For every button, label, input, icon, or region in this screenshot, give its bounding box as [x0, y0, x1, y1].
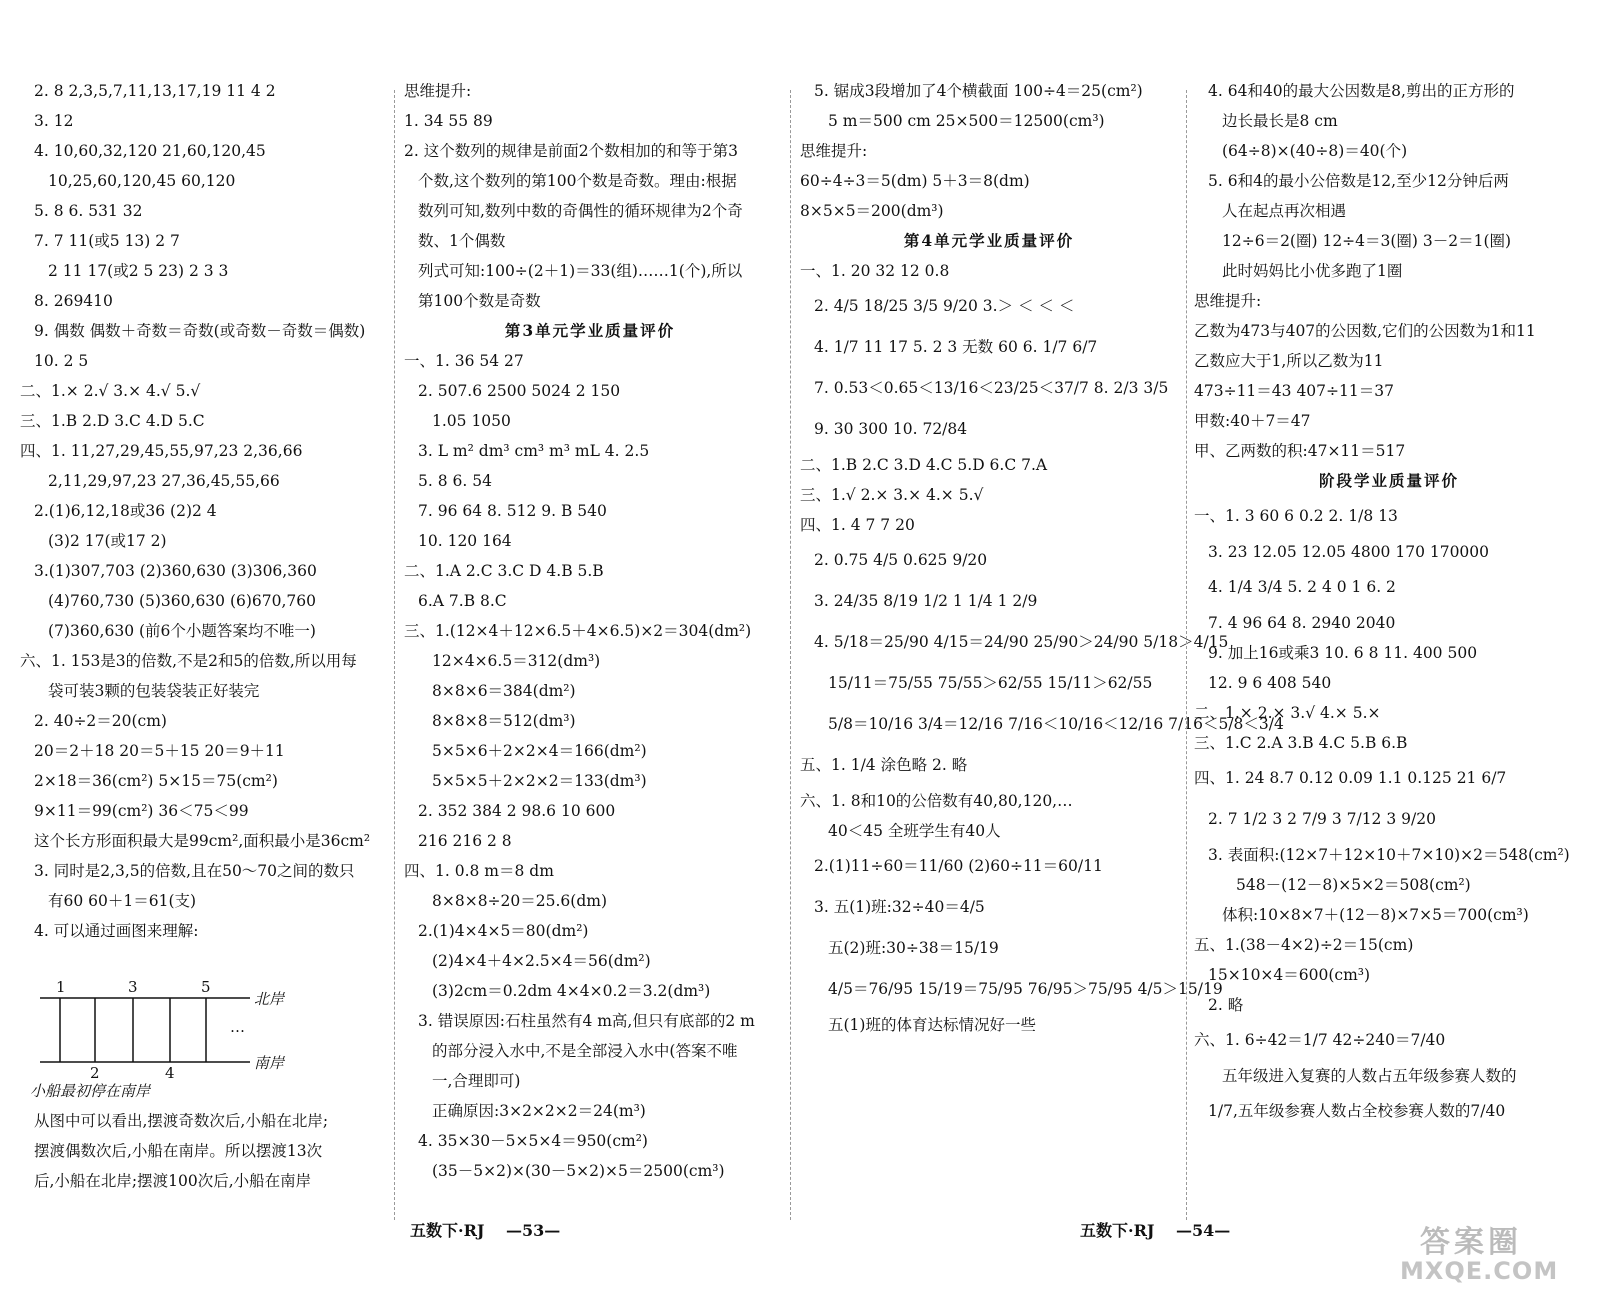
answer-line: 3. 五(1)班:32÷40＝4/5	[814, 898, 985, 916]
answer-line: 思维提升:	[800, 142, 868, 160]
answer-column-4	[1194, 76, 1584, 1132]
diagram-caption: 小船最初停在南岸	[30, 1082, 151, 1100]
answer-line: (4)760,730 (5)360,630 (6)670,760	[48, 592, 317, 610]
answer-line: 8×8×8÷20＝25.6(dm)	[432, 892, 607, 910]
answer-column-1	[20, 76, 388, 946]
answer-line: 第100个数是奇数	[418, 292, 541, 310]
site-watermark	[1400, 1215, 1585, 1285]
answer-line: 四、1. 4 7 7 20	[800, 516, 915, 534]
answer-line: 7. 7 11(或5 13) 2 7	[34, 232, 180, 250]
answer-line: 2.(1)4×4×5＝80(dm²)	[418, 922, 589, 940]
answer-line: 12÷6＝2(圈) 12÷4＝3(圈) 3－2＝1(圈)	[1222, 232, 1512, 250]
answer-line: 8×5×5＝200(dm³)	[800, 202, 944, 220]
answer-line: 4. 1/7 11 17 5. 2 3 无数 60 6. 1/7 6/7	[814, 338, 1098, 356]
answer-line: 40＜45 全班学生有40人	[828, 822, 1001, 840]
answer-line: 5. 锯成3段增加了4个横截面 100÷4＝25(cm²)	[814, 82, 1143, 100]
diagram-top-number: 5	[201, 978, 211, 996]
answer-line: 3. 表面积:(12×7＋12×10＋7×10)×2＝548(cm²)	[1208, 846, 1570, 864]
answer-line: 15×10×4＝600(cm³)	[1208, 966, 1371, 984]
diagram-top-number: 1	[56, 978, 66, 996]
answer-line: 思维提升:	[404, 82, 472, 100]
answer-line: 4. 1/4 3/4 5. 2 4 0 1 6. 2	[1208, 578, 1396, 596]
answer-line: 数列可知,数列中数的奇偶性的循环规律为2个奇	[418, 202, 743, 220]
answer-line: 9×11＝99(cm²) 36＜75＜99	[34, 802, 249, 820]
answer-line: 6.A 7.B 8.C	[418, 592, 507, 610]
answer-line: 六、1. 6÷42＝1/7 42÷240＝7/40	[1194, 1031, 1446, 1049]
answer-line: 548－(12－8)×5×2＝508(cm²)	[1236, 876, 1471, 894]
footer-page-number: —54—	[1176, 1221, 1231, 1240]
ferry-diagram	[20, 980, 320, 1100]
answer-line: 2,11,29,97,23 27,36,45,55,66	[48, 472, 280, 490]
answer-column-1-tail	[20, 1106, 388, 1196]
answer-line: 2.(1)11÷60＝11/60 (2)60÷11＝60/11	[814, 857, 1103, 875]
answer-line: 3. 同时是2,3,5的倍数,且在50～70之间的数只	[34, 862, 355, 880]
answer-line: 2. 8 2,3,5,7,11,13,17,19 11 4 2	[34, 82, 276, 100]
footer-book-label: 五数下·RJ	[1080, 1221, 1155, 1240]
answer-line: 列式可知:100÷(2＋1)＝33(组)……1(个),所以	[418, 262, 743, 280]
answer-line: 3. 23 12.05 12.05 4800 170 170000	[1208, 543, 1490, 561]
answer-line: 这个长方形面积最大是99cm²,面积最小是36cm²	[34, 832, 371, 850]
answer-line: 二、1.B 2.C 3.D 4.C 5.D 6.C 7.A	[800, 456, 1048, 474]
answer-line: 五、1.(38－4×2)÷2＝15(cm)	[1194, 936, 1414, 954]
north-bank-label: 北岸	[254, 990, 285, 1008]
answer-line: 12. 9 6 408 540	[1208, 674, 1332, 692]
diagram-bottom-number: 4	[165, 1064, 175, 1082]
answer-line: 3.(1)307,703 (2)360,630 (3)306,360	[34, 562, 317, 580]
answer-line: 五(1)班的体育达标情况好一些	[828, 1016, 1036, 1034]
answer-line: 473÷11＝43 407÷11＝37	[1194, 382, 1394, 400]
answer-line: 12×4×6.5＝312(dm³)	[432, 652, 601, 670]
column-divider	[1186, 90, 1187, 1220]
answer-line: 2. 0.75 4/5 0.625 9/20	[814, 551, 988, 569]
answer-line: 三、1.B 2.D 3.C 4.D 5.C	[20, 412, 205, 430]
answer-line: 9. 30 300 10. 72/84	[814, 420, 968, 438]
answer-line: 3. 12	[34, 112, 74, 130]
answer-line: (3)2 17(或17 2)	[48, 532, 167, 550]
answer-line: (64÷8)×(40÷8)＝40(个)	[1222, 142, 1408, 160]
column-divider	[394, 90, 395, 1220]
answer-column-2	[404, 76, 776, 1186]
answer-line: 4. 10,60,32,120 21,60,120,45	[34, 142, 266, 160]
answer-line: 9. 偶数 偶数＋奇数＝奇数(或奇数－奇数＝偶数)	[34, 322, 366, 340]
section-heading: 第3单元学业质量评价	[504, 321, 676, 340]
answer-line: 甲数:40＋7＝47	[1194, 412, 1311, 430]
answer-line: 二、1.A 2.C 3.C D 4.B 5.B	[404, 562, 604, 580]
answer-line: 5 m＝500 cm 25×500＝12500(cm³)	[828, 112, 1105, 130]
answer-line: 3. L m² dm³ cm³ m³ mL 4. 2.5	[418, 442, 650, 460]
answer-line: 2. 这个数列的规律是前面2个数相加的和等于第3	[404, 142, 738, 160]
column-divider	[790, 90, 791, 1220]
answer-line: 一,合理即可)	[432, 1072, 521, 1090]
answer-line: 六、1. 153是3的倍数,不是2和5的倍数,所以用每	[20, 652, 357, 670]
answer-line: 10. 2 5	[34, 352, 89, 370]
answer-line: 边长最长是8 cm	[1222, 112, 1338, 130]
answer-line: (7)360,630 (前6个小题答案均不唯一)	[48, 622, 316, 640]
answer-line: 2 11 17(或2 5 23) 2 3 3	[48, 262, 229, 280]
answer-line: 思维提升:	[1194, 292, 1262, 310]
answer-line: (35－5×2)×(30－5×2)×5＝2500(cm³)	[432, 1162, 725, 1180]
answer-line: 20＝2＋18 20＝5＋15 20＝9＋11	[34, 742, 285, 760]
answer-line: 2. 略	[1208, 996, 1244, 1014]
watermark-url: MXQE.COM	[1400, 1257, 1559, 1285]
page-footer-right	[1080, 1218, 1246, 1241]
answer-line: 4. 可以通过画图来理解:	[34, 922, 199, 940]
answer-line: 60÷4÷3＝5(dm) 5＋3＝8(dm)	[800, 172, 1030, 190]
answer-line: 2×18＝36(cm²) 5×15＝75(cm²)	[34, 772, 278, 790]
answer-line: 四、1. 11,27,29,45,55,97,23 2,36,66	[20, 442, 303, 460]
footer-book-label: 五数下·RJ	[410, 1221, 485, 1240]
section-heading: 第4单元学业质量评价	[903, 231, 1075, 250]
answer-line: 15/11＝75/55 75/55＞62/55 15/11＞62/55	[828, 674, 1153, 692]
answer-line: 5×5×6＋2×2×4＝166(dm²)	[432, 742, 647, 760]
south-bank-label: 南岸	[254, 1054, 285, 1072]
answer-line: 2. 4/5 18/25 3/5 9/20 3.＞ ＜ ＜ ＜	[814, 297, 1075, 315]
answer-line: 有60 60＋1＝61(支)	[48, 892, 197, 910]
answer-line: 五(2)班:30÷38＝15/19	[828, 939, 999, 957]
answer-line: 乙数应大于1,所以乙数为11	[1194, 352, 1384, 370]
diagram-top-number: 3	[128, 978, 138, 996]
answer-line: 5/8＝10/16 3/4＝12/16 7/16＜10/16＜12/16 7/16＜5/8＜3/4	[828, 715, 1284, 733]
answer-line: 1.05 1050	[432, 412, 511, 430]
answer-line: 一、1. 3 60 6 0.2 2. 1/8 13	[1194, 507, 1398, 525]
answer-line: 个数,这个数列的第100个数是奇数。理由:根据	[418, 172, 737, 190]
answer-line: 8×8×8＝512(dm³)	[432, 712, 576, 730]
answer-line: 3. 24/35 8/19 1/2 1 1/4 1 2/9	[814, 592, 1038, 610]
footer-page-number: —53—	[506, 1221, 561, 1240]
answer-line: 的部分浸入水中,不是全部浸入水中(答案不唯	[432, 1042, 738, 1060]
answer-line: 2. 507.6 2500 5024 2 150	[418, 382, 621, 400]
answer-line: 后,小船在北岸;摆渡100次后,小船在南岸	[34, 1172, 312, 1190]
answer-line: 10. 120 164	[418, 532, 512, 550]
answer-line: 2. 7 1/2 3 2 7/9 3 7/12 3 9/20	[1208, 810, 1436, 828]
answer-line: 9. 加上16或乘3 10. 6 8 11. 400 500	[1208, 644, 1478, 662]
answer-line: 乙数为473与407的公因数,它们的公因数为1和11	[1194, 322, 1536, 340]
answer-line: 三、1.(12×4＋12×6.5＋4×6.5)×2＝304(dm²)	[404, 622, 752, 640]
answer-line: 三、1.√ 2.× 3.× 4.× 5.√	[800, 486, 984, 504]
answer-line: 1. 34 55 89	[404, 112, 493, 130]
answer-line: 四、1. 0.8 m＝8 dm	[404, 862, 554, 880]
answer-line: 从图中可以看出,摆渡奇数次后,小船在北岸;	[34, 1112, 329, 1130]
diagram-ellipsis: …	[230, 1018, 245, 1036]
answer-line: 216 216 2 8	[418, 832, 512, 850]
answer-line: 甲、乙两数的积:47×11＝517	[1194, 442, 1406, 460]
answer-line: 数、1个偶数	[418, 232, 506, 250]
answer-line: 正确原因:3×2×2×2＝24(m³)	[432, 1102, 646, 1120]
answer-line: 8×8×6＝384(dm²)	[432, 682, 576, 700]
answer-line: 一、1. 20 32 12 0.8	[800, 262, 950, 280]
answer-line: 5. 8 6. 531 32	[34, 202, 143, 220]
answer-line: 体积:10×8×7＋(12－8)×7×5＝700(cm³)	[1222, 906, 1529, 924]
answer-line: 二、1.× 2.√ 3.× 4.√ 5.√	[20, 382, 201, 400]
answer-line: 2. 352 384 2 98.6 10 600	[418, 802, 616, 820]
answer-line: 8. 269410	[34, 292, 113, 310]
answer-line: 1/7,五年级参赛人数占全校参赛人数的7/40	[1208, 1102, 1506, 1120]
answer-line: 7. 0.53＜0.65＜13/16＜23/25＜37/7 8. 2/3 3/5	[814, 379, 1169, 397]
answer-line: 5. 8 6. 54	[418, 472, 492, 490]
answer-line: 三、1.C 2.A 3.B 4.C 5.B 6.B	[1194, 734, 1408, 752]
answer-line: 四、1. 24 8.7 0.12 0.09 1.1 0.125 21 6/7	[1194, 769, 1507, 787]
answer-line: 2.(1)6,12,18或36 (2)2 4	[34, 502, 217, 520]
answer-line: (2)4×4＋4×2.5×4＝56(dm²)	[432, 952, 651, 970]
answer-line: 4/5＝76/95 15/19＝75/95 76/95＞75/95 4/5＞15/19	[828, 980, 1223, 998]
answer-line: 7. 4 96 64 8. 2940 2040	[1208, 614, 1396, 632]
answer-line: 人在起点再次相遇	[1222, 202, 1347, 220]
answer-line: 二、1.× 2.× 3.√ 4.× 5.×	[1194, 704, 1381, 722]
answer-line: 3. 错误原因:石柱虽然有4 m高,但只有底部的2 m	[418, 1012, 755, 1030]
answer-line: 此时妈妈比小优多跑了1圈	[1222, 262, 1403, 280]
answer-line: (3)2cm＝0.2dm 4×4×0.2＝3.2(dm³)	[432, 982, 711, 1000]
watermark-title: 答案圈	[1420, 1225, 1522, 1260]
answer-line: 4. 5/18＝25/90 4/15＝24/90 25/90＞24/90 5/18＞4/15	[814, 633, 1229, 651]
answer-line: 10,25,60,120,45 60,120	[48, 172, 236, 190]
answer-line: 五、1. 1/4 涂色略 2. 略	[800, 756, 968, 774]
diagram-bottom-number: 2	[90, 1064, 100, 1082]
section-heading: 阶段学业质量评价	[1318, 471, 1459, 490]
answer-line: 5×5×5＋2×2×2＝133(dm³)	[432, 772, 647, 790]
answer-line: 2. 40÷2＝20(cm)	[34, 712, 167, 730]
answer-line: 5. 6和4的最小公倍数是12,至少12分钟后两	[1208, 172, 1509, 190]
answer-line: 7. 96 64 8. 512 9. B 540	[418, 502, 607, 520]
answer-line: 五年级进入复赛的人数占五年级参赛人数的	[1222, 1067, 1517, 1085]
answer-line: 袋可装3颗的包装袋装正好装完	[48, 682, 260, 700]
page-footer-left	[410, 1218, 576, 1241]
answer-line: 六、1. 8和10的公倍数有40,80,120,…	[800, 792, 1073, 810]
answer-line: 一、1. 36 54 27	[404, 352, 524, 370]
answer-line: 摆渡偶数次后,小船在南岸。所以摆渡13次	[34, 1142, 323, 1160]
answer-line: 4. 35×30－5×5×4＝950(cm²)	[418, 1132, 648, 1150]
answer-line: 4. 64和40的最大公因数是8,剪出的正方形的	[1208, 82, 1515, 100]
